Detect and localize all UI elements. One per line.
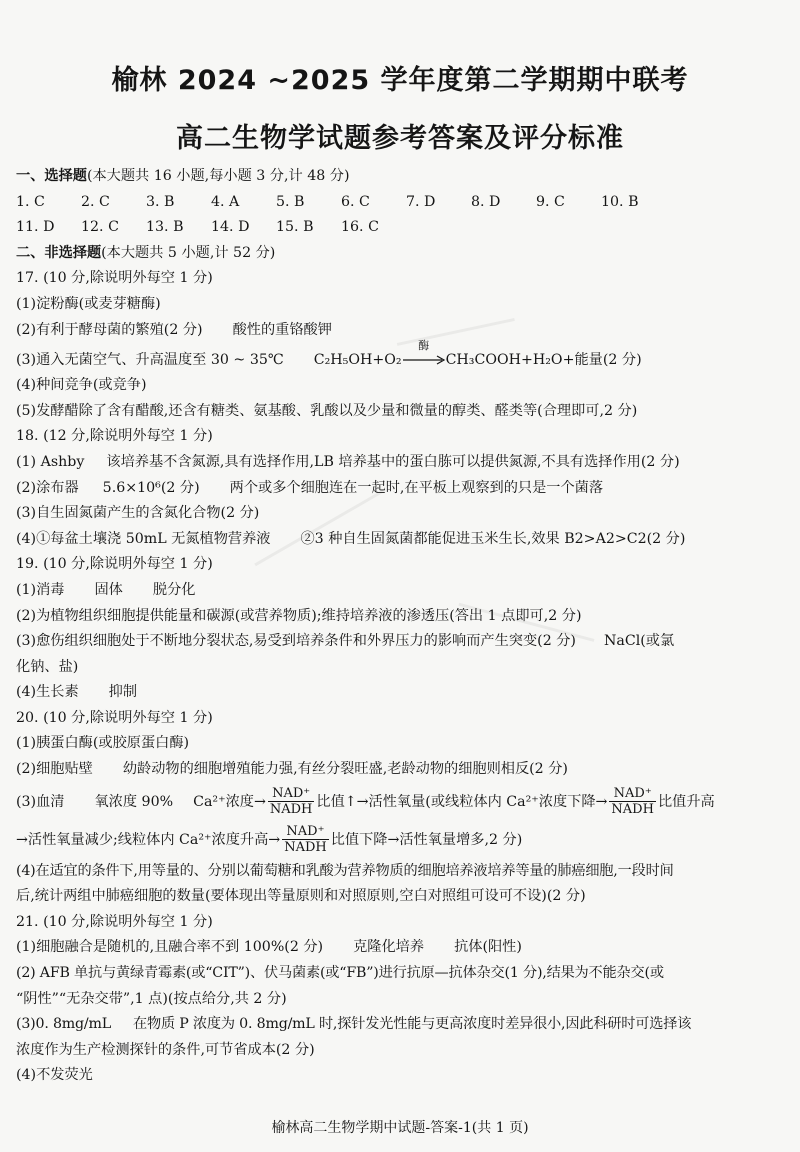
q18-answer-2b: 5.6×10⁶(2 分) <box>102 479 200 496</box>
q19-answer-1b: 固体 <box>94 581 123 598</box>
choice-answer: 7. D <box>406 193 436 210</box>
q17-equation-left: C₂H₅OH+O₂ <box>313 352 402 369</box>
q20-answer-3c: Ca²⁺浓度→ <box>193 793 266 810</box>
q19-answer-1 <box>16 578 786 604</box>
q19-answer-1a: (1)消毒 <box>16 581 65 598</box>
q21-answer-3 <box>16 1012 786 1038</box>
q19-answer-4b: 抑制 <box>108 684 138 701</box>
page-subtitle: 高二生物学试题参考答案及评分标准 <box>176 123 624 154</box>
section2-note: (本大题共 5 小题,计 52 分) <box>101 244 276 261</box>
q21-answer-1a: (1)细胞融合是随机的,且融合率不到 100%(2 分) <box>16 939 324 956</box>
q21-answer-3a: (3)0. 8mg/mL <box>16 1016 111 1033</box>
q21-answer-1 <box>16 935 786 961</box>
choice-answer: 16. C <box>341 219 379 236</box>
q20-answer-2b: 幼龄动物的细胞增殖能力强,有丝分裂旺盛,老龄动物的细胞则相反(2 分) <box>122 761 568 778</box>
fraction-numerator: NAD⁺ <box>609 786 656 802</box>
q18-head: 18. (12 分,除说明外每空 1 分) <box>16 428 213 445</box>
answer-body <box>16 164 786 1089</box>
q17-answer-1: (1)淀粉酶(或麦芽糖酶) <box>16 295 161 312</box>
q19-answer-4a: (4)生长素 <box>16 684 79 701</box>
q18-answer-2a: (2)涂布器 <box>16 479 79 496</box>
q18-answer-4a: (4)①每盆土壤浇 50mL 无氮植物营养液 <box>16 530 271 547</box>
q19-answer-3-cont: 化钠、盐) <box>16 658 79 675</box>
q21-answer-2-cont: “阴性”“无杂交带”,1 点)(按点给分,共 2 分) <box>16 990 287 1007</box>
choice-answer: 8. D <box>471 193 501 210</box>
q17-answer-2b: 酸性的重铬酸钾 <box>232 321 332 338</box>
q18-answer-1 <box>16 450 786 476</box>
choice-answer: 10. B <box>601 193 639 210</box>
q17-answer-5: (5)发酵醋除了含有醋酸,还含有糖类、氨基酸、乳酸以及少量和微量的醇类、醛类等(合理即可,2 分) <box>16 402 638 419</box>
choice-answers-row-2 <box>16 215 786 241</box>
q17-head: 17. (10 分,除说明外每空 1 分) <box>16 270 213 287</box>
q20-answer-3a: (3)血清 <box>16 793 65 810</box>
choice-answer: 1. C <box>16 193 45 210</box>
q20-answer-2a: (2)细胞贴壁 <box>16 761 93 778</box>
q20-head: 20. (10 分,除说明外每空 1 分) <box>16 709 213 726</box>
q18-answer-4 <box>16 527 786 553</box>
section2-heading: 二、非选择题 <box>16 244 102 261</box>
choice-answer: 11. D <box>16 219 55 236</box>
q20-answer-4-cont: 后,统计两组中肺癌细胞的数量(要体现出等量原则和对照原则,空白对照组可设可不设)(2 分) <box>16 888 586 905</box>
q21-answer-2: (2) AFB 单抗与黄绿青霉素(或“CIT”)、伏马菌素(或“FB”)进行抗原—抗体杂交(1 分),结果为不能杂交(或 <box>16 965 664 982</box>
q17-answer-3a: (3)通入无菌空气、升高温度至 30 ~ 35℃ <box>16 352 284 369</box>
section1-note: (本大题共 16 小题,每小题 3 分,计 48 分) <box>86 168 350 184</box>
section1-heading-line <box>16 164 786 190</box>
q19-answer-4 <box>16 680 786 706</box>
choice-answer: 9. C <box>536 193 565 210</box>
fraction-denominator: NADH <box>611 802 654 818</box>
q20-answer-3b: 氧浓度 90% <box>94 793 174 810</box>
q20-answer-1: (1)胰蛋白酶(或胶原蛋白酶) <box>16 735 190 752</box>
q19-answer-3 <box>16 629 786 655</box>
q20-answer-2 <box>16 757 786 783</box>
q18-answer-1b: 该培养基不含氮源,具有选择作用,LB 培养基中的蛋白胨可以提供氮源,不具有选择作用(2 分) <box>106 453 680 470</box>
q21-answer-4: (4)不发荧光 <box>16 1067 93 1084</box>
q20-answer-3e: 比值升高 <box>657 793 715 810</box>
enzyme-label: 酶 <box>418 339 430 353</box>
q21-answer-3b: 在物质 P 浓度为 0. 8mg/mL 时,探针发光性能与更高浓度时差异很小,因此科研时可选择该 <box>132 1016 692 1033</box>
section2-heading-line <box>16 241 786 267</box>
q19-answer-3a: (3)愈伤组织细胞处于不断地分裂状态,易受到培养条件和外界压力的影响而产生突变(2 分) <box>16 633 576 650</box>
q20-answer-4: (4)在适宜的条件下,用等量的、分别以葡萄糖和乳酸为营养物质的细胞培养液培养等量的肺癌细胞,一段时间 <box>16 862 674 879</box>
q21-answer-3-cont: 浓度作为生产检测探针的条件,可节省成本(2 分) <box>16 1041 315 1058</box>
q20-answer-3d: 比值↑→活性氧量(或线粒体内 Ca²⁺浓度下降→ <box>316 793 608 810</box>
choice-answer: 13. B <box>146 219 184 236</box>
fraction-numerator: NAD⁺ <box>268 786 315 802</box>
fraction-denominator: NADH <box>269 802 313 818</box>
nad-ratio-fraction <box>282 824 329 855</box>
q21-answer-1b: 克隆化培养 <box>353 939 425 956</box>
section1-heading: 一、选择题 <box>16 168 87 184</box>
q19-answer-2: (2)为植物组织细胞提供能量和碳源(或营养物质);维持培养液的渗透压(答出 1 点即可,2 分) <box>16 607 582 624</box>
q17-answer-4: (4)种间竞争(或竞争) <box>16 377 147 394</box>
choice-answer: 3. B <box>146 193 175 210</box>
choice-answer: 6. C <box>341 193 370 210</box>
fraction-denominator: NADH <box>284 840 327 856</box>
nad-ratio-fraction <box>609 786 656 817</box>
q20-answer-3g: 比值下降→活性氧量增多,2 分) <box>330 831 523 848</box>
q17-answer-2a: (2)有利于酵母菌的繁殖(2 分) <box>16 321 203 338</box>
q20-answer-3f: →活性氧量减少;线粒体内 Ca²⁺浓度升高→ <box>16 831 281 848</box>
page-footer: 榆林高二生物学期中试题-答案-1(共 1 页) <box>271 1120 529 1136</box>
page-title: 榆林 2024 ~2025 学年度第二学期期中联考 <box>111 65 689 96</box>
choice-answer: 4. A <box>211 193 240 210</box>
q20-answer-3 <box>16 783 786 821</box>
q18-answer-3: (3)自生固氮菌产生的含氮化合物(2 分) <box>16 505 260 522</box>
q19-head: 19. (10 分,除说明外每空 1 分) <box>16 556 213 573</box>
nad-ratio-fraction <box>268 786 315 817</box>
q18-answer-2 <box>16 476 786 502</box>
q17-answer-3 <box>16 339 786 373</box>
q21-answer-1c: 抗体(阳性) <box>454 939 522 956</box>
q21-head: 21. (10 分,除说明外每空 1 分) <box>16 913 213 930</box>
choice-answer: 12. C <box>81 219 119 236</box>
q19-answer-1c: 脱分化 <box>152 581 196 598</box>
choice-answer: 14. D <box>211 219 250 236</box>
q19-answer-3b: NaCl(或氯 <box>603 633 675 650</box>
choice-answer: 2. C <box>81 193 110 210</box>
q17-enzyme-arrow <box>402 339 446 377</box>
q18-answer-1a: (1) Ashby <box>16 453 85 470</box>
q18-answer-2c: 两个或多个细胞连在一起时,在平板上观察到的只是一个菌落 <box>229 479 604 496</box>
fraction-numerator: NAD⁺ <box>282 824 329 840</box>
choice-answer: 15. B <box>276 219 314 236</box>
q17-equation-right: CH₃COOH+H₂O+能量(2 分) <box>445 352 642 369</box>
q18-answer-4b: ②3 种自生固氮菌都能促进玉米生长,效果 B2>A2>C2(2 分) <box>300 530 686 547</box>
q20-answer-3-cont <box>16 821 786 859</box>
choice-answers-row-1 <box>16 190 786 216</box>
choice-answer: 5. B <box>276 193 305 210</box>
